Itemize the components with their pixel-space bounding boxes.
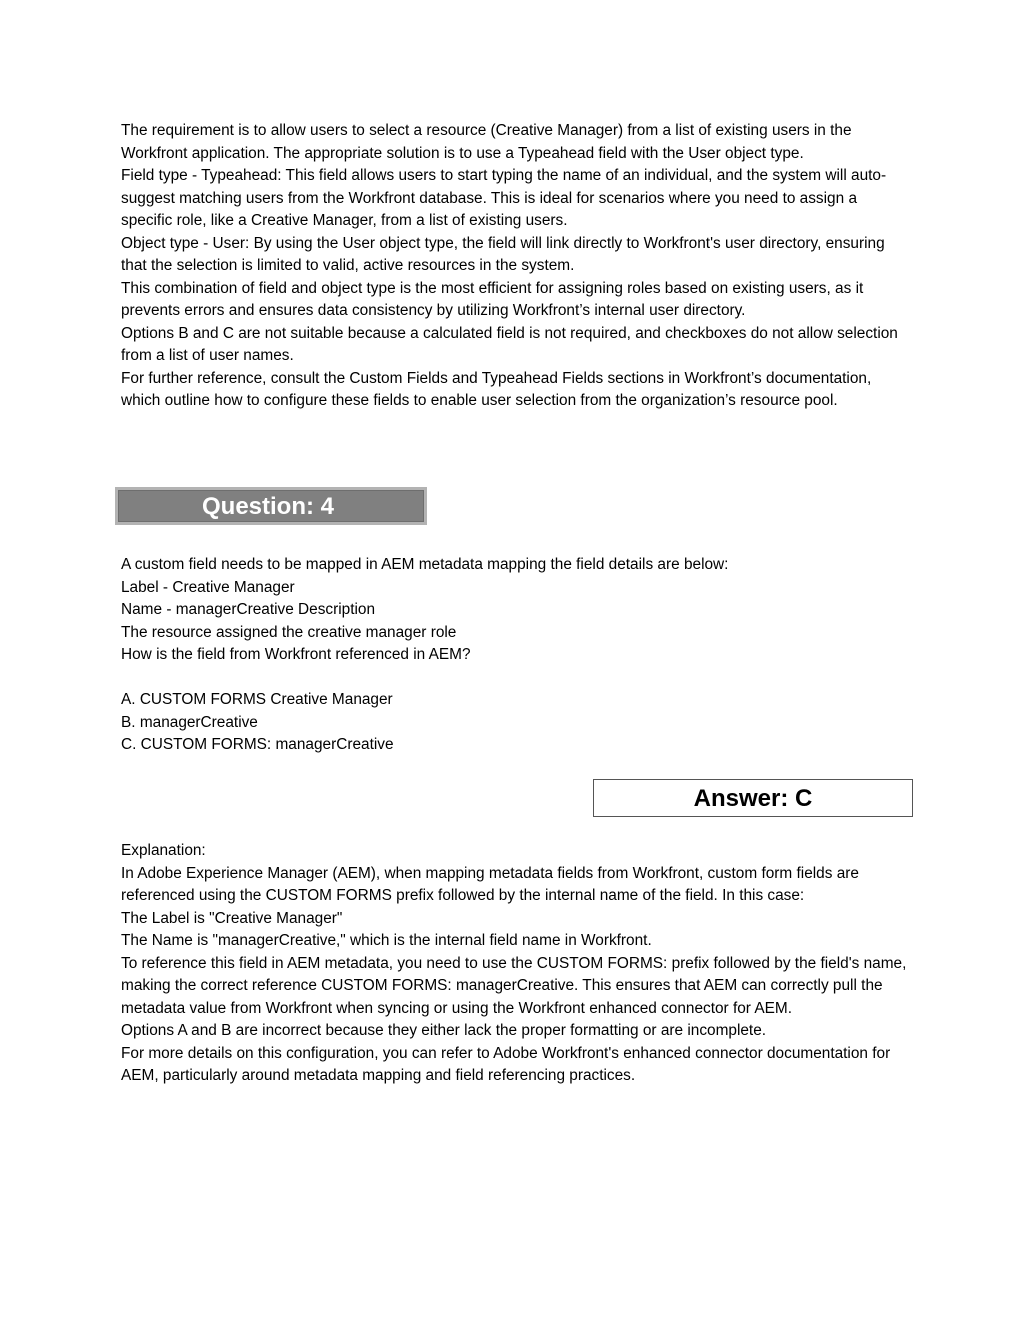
option-a: A. CUSTOM FORMS Creative Manager — [121, 691, 393, 708]
answer-title: Answer: C — [693, 785, 813, 812]
intro-paragraph: This combination of field and object type is the most efficient for assigning roles based on existing users, as it prevents errors and ensures data consistency by utilizing Workfront’s internal user directory. — [121, 279, 864, 319]
intro-paragraph: The requirement is to allow users to select a resource (Creative Manager) from a list of existing users in the Workfront application. The appropriate solution is to use a Typeahead field with the User object type. — [121, 122, 852, 162]
option-c: C. CUSTOM FORMS: managerCreative — [121, 736, 394, 753]
answer-box — [593, 779, 913, 817]
answer-explanation — [121, 840, 911, 1088]
question-title: Question: 4 — [202, 493, 335, 520]
intro-explanation — [121, 120, 911, 413]
explanation-paragraph: Explanation: — [121, 842, 206, 859]
question-line: A custom field needs to be mapped in AEM metadata mapping the field details are below: — [121, 556, 729, 573]
answer-options — [121, 689, 911, 757]
explanation-paragraph: In Adobe Experience Manager (AEM), when mapping metadata fields from Workfront, custom form fields are referenced using the CUSTOM FORMS prefix followed by the internal name of the field. In this case: — [121, 864, 859, 904]
question-line: How is the field from Workfront referenced in AEM? — [121, 646, 471, 663]
question-line: Name - managerCreative Description — [121, 601, 376, 618]
question-line: The resource assigned the creative manager role — [121, 623, 457, 641]
explanation-paragraph: For more details on this configuration, you can refer to Adobe Workfront's enhanced connector documentation for AEM, particularly around metadata mapping and field referencing practices. — [121, 1044, 891, 1084]
question-banner — [115, 487, 427, 525]
question-body — [121, 554, 911, 667]
explanation-paragraph: The Label is "Creative Manager" — [121, 909, 343, 927]
intro-paragraph: Object type - User: By using the User object type, the field will link directly to Workfront's user directory, ensuring that the selection is limited to valid, active resources in the system. — [121, 234, 885, 274]
intro-paragraph: Field type - Typeahead: This field allows users to start typing the name of an individual, and the system will auto-suggest matching users from the Workfront database. This is ideal for scenarios where you need to assign a specific role, like a Creative Manager, from a list of existing users. — [121, 167, 887, 229]
explanation-paragraph: Options A and B are incorrect because they either lack the proper formatting or are incomplete. — [121, 1022, 767, 1039]
intro-paragraph: Options B and C are not suitable because a calculated field is not required, and checkboxes do not allow selection from a list of user names. — [121, 324, 898, 364]
explanation-paragraph: The Name is "managerCreative," which is the internal field name in Workfront. — [121, 932, 652, 949]
question-line: Label - Creative Manager — [121, 578, 295, 596]
explanation-paragraph: To reference this field in AEM metadata, you need to use the CUSTOM FORMS: prefix followed by the field's name, making the correct reference CUSTOM FORMS: managerCreative. This ensures that AEM can correctly pull the metadata value from Workfront when syncing or using the Workfront enhanced connector for AEM. — [121, 954, 907, 1017]
intro-paragraph: For further reference, consult the Custom Fields and Typeahead Fields sections in Workfront’s documentation, which outline how to configure these fields to enable user selection from the organization’s resource pool. — [121, 369, 872, 409]
option-b: B. managerCreative — [121, 713, 258, 731]
